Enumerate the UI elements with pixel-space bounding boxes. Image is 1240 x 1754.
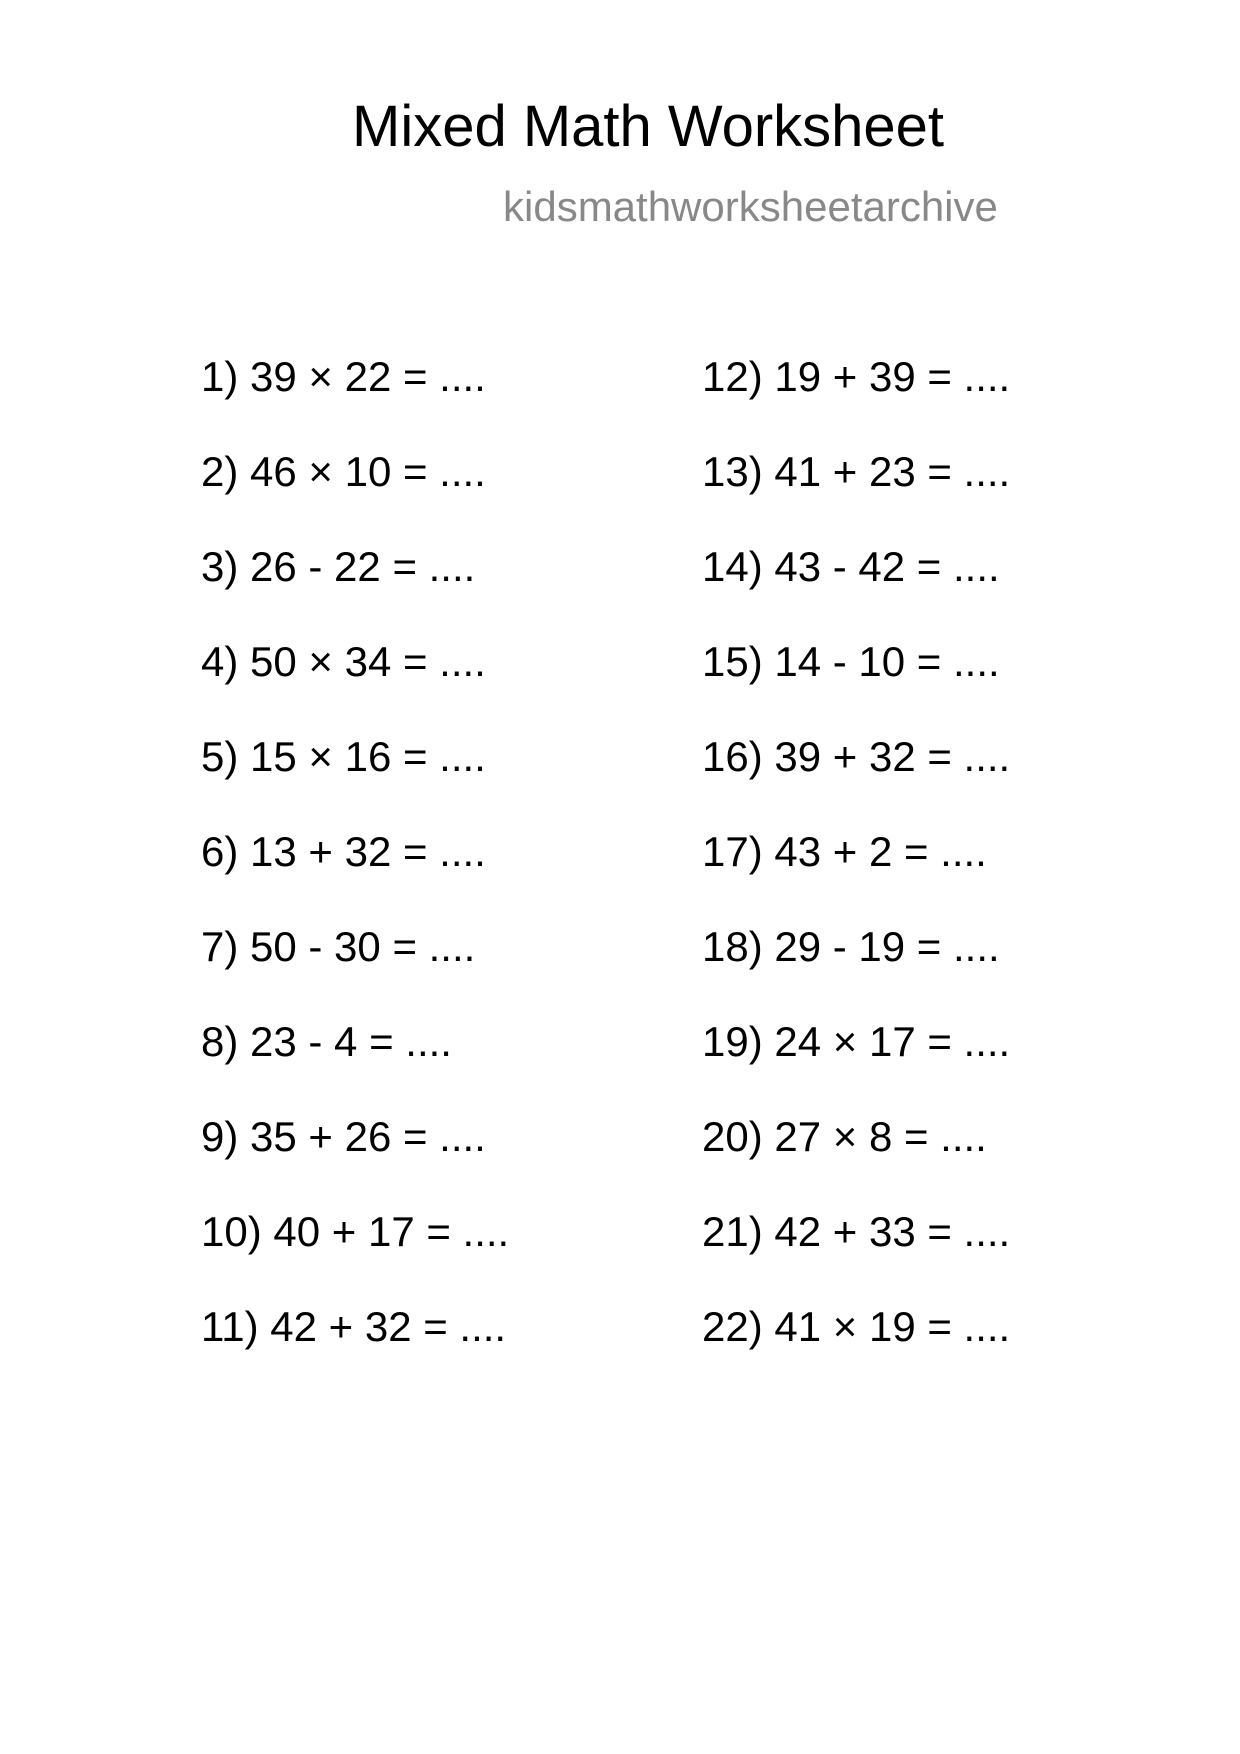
- problem-13: 13) 41 + 23 = ....: [702, 448, 1011, 495]
- problem-17: 17) 43 + 2 = ....: [702, 828, 987, 875]
- problem-11: 11) 42 + 32 = ....: [201, 1303, 507, 1350]
- problem-19: 19) 24 × 17 = ....: [702, 1018, 1011, 1065]
- problem-22: 22) 41 × 19 = ....: [702, 1303, 1011, 1350]
- problem-list-right: [702, 353, 1010, 1398]
- problem-21: 21) 42 + 33 = ....: [702, 1208, 1011, 1255]
- problem-12: 12) 19 + 39 = ....: [702, 353, 1011, 400]
- problem-15: 15) 14 - 10 = ....: [702, 638, 1000, 685]
- problem-list-left: [201, 353, 509, 1398]
- problem-9: 9) 35 + 26 = ....: [201, 1113, 486, 1160]
- problem-3: 3) 26 - 22 = ....: [201, 543, 476, 590]
- problem-8: 8) 23 - 4 = ....: [201, 1018, 452, 1065]
- problem-6: 6) 13 + 32 = ....: [201, 828, 486, 875]
- problem-16: 16) 39 + 32 = ....: [702, 733, 1011, 780]
- problem-7: 7) 50 - 30 = ....: [201, 923, 476, 970]
- problem-1: 1) 39 × 22 = ....: [201, 353, 486, 400]
- problem-2: 2) 46 × 10 = ....: [201, 448, 486, 495]
- problem-18: 18) 29 - 19 = ....: [702, 923, 1000, 970]
- problem-10: 10) 40 + 17 = ....: [201, 1208, 510, 1255]
- problem-5: 5) 15 × 16 = ....: [201, 733, 486, 780]
- worksheet-source: kidsmathworksheetarchive: [503, 183, 998, 230]
- problem-20: 20) 27 × 8 = ....: [702, 1113, 987, 1160]
- worksheet-title: Mixed Math Worksheet: [352, 94, 945, 159]
- problem-14: 14) 43 - 42 = ....: [702, 543, 1000, 590]
- problem-4: 4) 50 × 34 = ....: [201, 638, 486, 685]
